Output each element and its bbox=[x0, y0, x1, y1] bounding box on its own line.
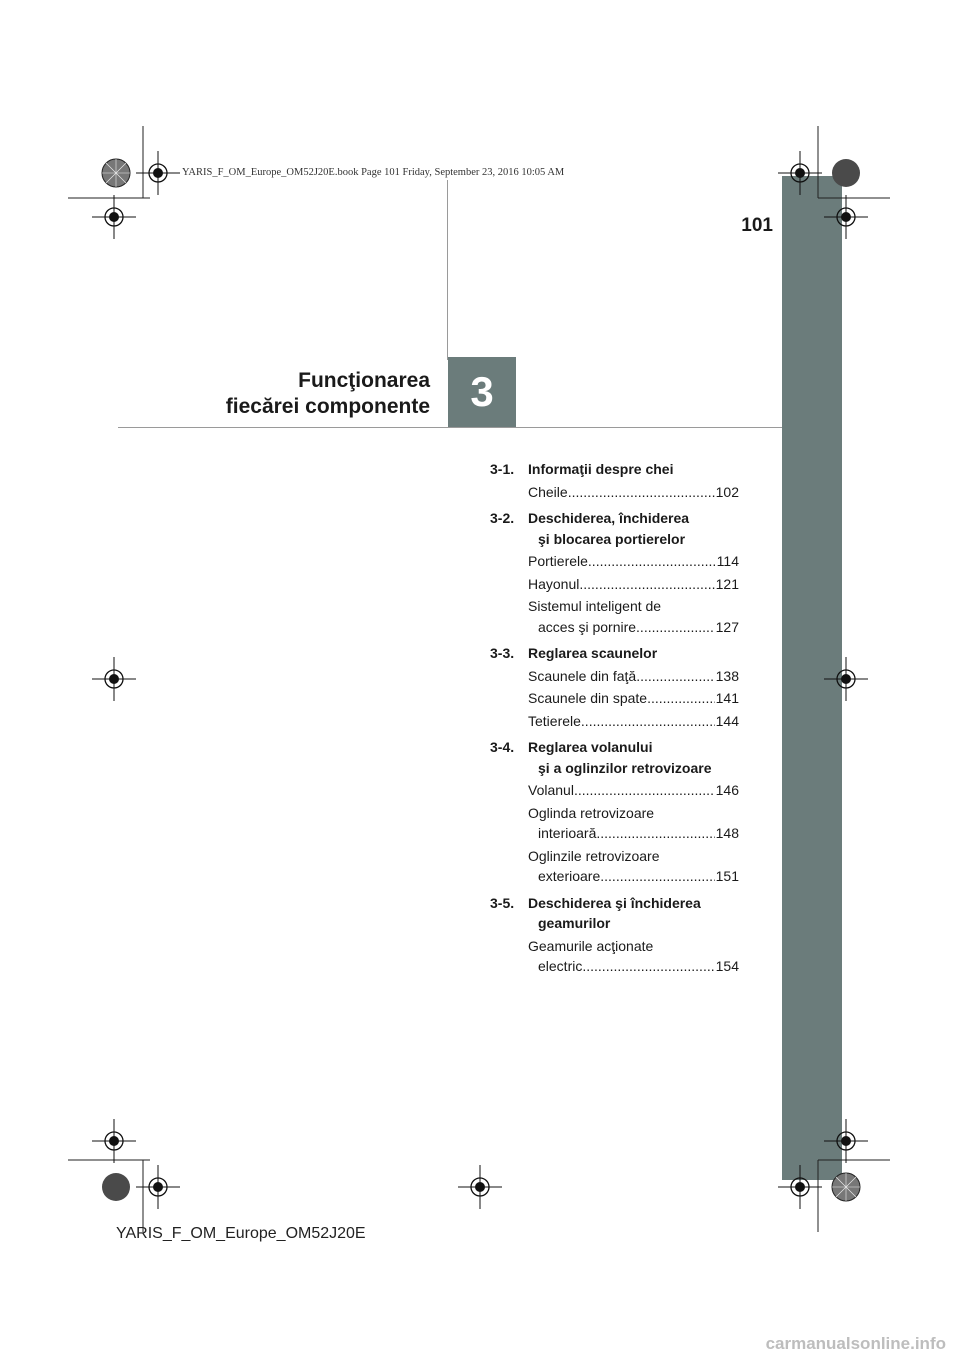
toc-entry-title: acces şi pornire bbox=[538, 618, 637, 635]
toc-leader-dots bbox=[636, 617, 715, 638]
toc-leader-dots bbox=[600, 866, 714, 887]
toc-section-heading bbox=[490, 893, 739, 934]
toc-leader-dots bbox=[582, 956, 714, 977]
toc-entry[interactable] bbox=[490, 936, 739, 977]
chapter-title bbox=[226, 368, 430, 420]
toc-entry-title: Portierele bbox=[528, 553, 588, 569]
toc-section-title: Informaţii despre chei bbox=[528, 461, 674, 477]
toc-entry[interactable] bbox=[490, 780, 739, 801]
toc-section bbox=[490, 737, 739, 887]
toc-section bbox=[490, 643, 739, 731]
toc-section-title: Deschiderea şi închiderea bbox=[528, 894, 701, 911]
toc-entry-page: 146 bbox=[715, 782, 739, 798]
table-of-contents bbox=[490, 459, 739, 977]
toc-section bbox=[490, 508, 739, 637]
toc-section-title-line2: şi blocarea portierelor bbox=[538, 530, 686, 547]
toc-entry[interactable] bbox=[490, 711, 739, 732]
watermark: carmanualsonline.info bbox=[765, 1334, 946, 1353]
toc-entry-title-line1: Sistemul inteligent de bbox=[528, 598, 662, 614]
toc-entry-title: electric bbox=[538, 958, 583, 974]
toc-entry-page: 154 bbox=[715, 958, 739, 974]
toc-entry-title: Cheile bbox=[528, 483, 568, 500]
toc-entry[interactable] bbox=[490, 574, 739, 595]
toc-section-title: Reglarea scaunelor bbox=[528, 645, 658, 661]
toc-entry-page: 141 bbox=[715, 690, 739, 706]
toc-entry[interactable] bbox=[490, 688, 739, 709]
toc-entry-page: 121 bbox=[715, 575, 739, 592]
toc-entry-title: Hayonul bbox=[528, 575, 580, 592]
toc-entry[interactable] bbox=[490, 482, 739, 503]
chapter-title-line1: Funcţionarea bbox=[298, 369, 430, 392]
toc-section-heading bbox=[490, 508, 739, 549]
toc-entry-page: 127 bbox=[715, 618, 739, 635]
toc-entry[interactable] bbox=[490, 596, 739, 637]
toc-entry-title: exterioare bbox=[538, 868, 601, 884]
footer-filename: YARIS_F_OM_Europe_OM52J20E bbox=[116, 1225, 366, 1242]
chapter-number-box bbox=[448, 357, 516, 427]
toc-entry-title: Volanul bbox=[528, 782, 574, 798]
chapter-title-line2: fiecărei componente bbox=[225, 395, 430, 418]
toc-section-number: 3-1. bbox=[490, 461, 515, 477]
toc-entry[interactable] bbox=[490, 846, 739, 887]
toc-entry-title-line1: Oglinda retrovizoare bbox=[528, 804, 655, 821]
toc-leader-dots bbox=[636, 666, 714, 687]
toc-entry-title: interioară bbox=[538, 825, 597, 841]
toc-entry-page: 114 bbox=[716, 553, 739, 569]
toc-entry-title: Scaunele din spate bbox=[528, 690, 648, 706]
toc-leader-dots bbox=[568, 482, 715, 503]
toc-section-number: 3-5. bbox=[490, 894, 515, 911]
toc-section-number: 3-4. bbox=[490, 739, 515, 755]
toc-entry-title-line1: Geamurile acţionate bbox=[528, 937, 654, 954]
toc-leader-dots bbox=[574, 780, 715, 801]
toc-entry[interactable] bbox=[490, 803, 739, 844]
toc-leader-dots bbox=[581, 711, 715, 732]
toc-section-title-line2: geamurilor bbox=[538, 915, 611, 931]
toc-section-heading bbox=[490, 643, 739, 664]
toc-section-heading bbox=[490, 459, 739, 480]
chapter-number: 3 bbox=[470, 368, 494, 415]
toc-entry-page: 148 bbox=[715, 825, 739, 841]
toc-entry-page: 151 bbox=[715, 868, 739, 884]
toc-section bbox=[490, 459, 739, 502]
toc-leader-dots bbox=[588, 551, 716, 572]
toc-entry-title-line1: Oglinzile retrovizoare bbox=[528, 847, 660, 864]
toc-leader-dots bbox=[596, 823, 714, 844]
toc-entry-title: Scaunele din faţă bbox=[528, 667, 637, 684]
toc-section-number: 3-2. bbox=[490, 510, 515, 526]
print-header: YARIS_F_OM_Europe_OM52J20E.book Page 101 Friday, September 23, 2016 10:05 AM bbox=[182, 167, 565, 178]
toc-entry-title: Tetierele bbox=[528, 712, 581, 729]
toc-entry-page: 144 bbox=[715, 712, 739, 729]
toc-section bbox=[490, 893, 739, 977]
toc-leader-dots bbox=[647, 688, 715, 709]
toc-entry[interactable] bbox=[490, 551, 739, 572]
toc-section-heading bbox=[490, 737, 739, 778]
toc-section-title: Reglarea volanului bbox=[528, 739, 653, 755]
toc-leader-dots bbox=[579, 574, 714, 595]
toc-section-title-line2: şi a oglinzilor retrovizoare bbox=[538, 759, 712, 776]
toc-entry-page: 102 bbox=[715, 483, 739, 500]
toc-section-number: 3-3. bbox=[490, 645, 515, 661]
toc-entry-page: 138 bbox=[715, 667, 739, 684]
page-number: 101 bbox=[741, 215, 773, 236]
toc-section-title: Deschiderea, închiderea bbox=[528, 510, 690, 526]
toc-entry[interactable] bbox=[490, 666, 739, 687]
